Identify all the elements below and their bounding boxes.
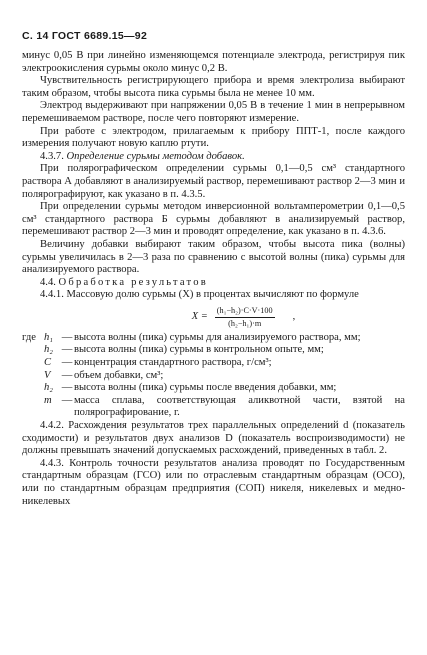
formula-numerator: (h₁−h₂)·C·V·100 [215,306,275,318]
section-heading-4-4 [22,277,405,290]
paragraph: 4.4.1. Массовую долю сурьмы (X) в процентах вычисляют по формуле [40,289,359,301]
definition-where-label [22,370,44,383]
formula-fraction [215,306,275,329]
definition-symbol: h₂ [44,382,53,394]
definition-where-label [22,357,44,370]
definition-row [22,344,405,357]
definition-symbol: h₁ [44,331,53,343]
definition-text: масса сплава, соответствующая аликвотной части, взятой на полярографирование, г. [74,394,405,419]
definition-text: объем добавки, см³; [74,369,164,381]
definition-row [22,332,405,345]
paragraph: 4.4.3. Контроль точности результатов анализа проводят по Государственным стандартным образцам (ГСО) или по отраслевым стандартным образцам (ОСО), или по стандартным образцам предприятия (СОП) никеля, никелевых и медно-никелевых [22,457,405,507]
section-number: 4.4. [40,276,56,288]
paragraph: Электрод выдерживают при напряжении 0,05 В в течение 1 мин в непрерывном перемешиваемом растворе, после чего повторяют измерение. [22,100,405,124]
formula-tail: , [292,311,296,323]
definition-row [22,382,405,395]
definition-text: высота волны (пика) сурьмы после введения добавки, мм; [74,382,337,394]
definition-where-label [22,344,44,357]
definition-dash: — [61,344,73,356]
definition-where-label [22,382,44,395]
definition-text: концентрация стандартного раствора, г/см³; [74,357,272,369]
definition-text: высота волны (пика) сурьмы для анализируемого раствора, мм; [74,331,361,343]
paragraph: При полярографическом определении сурьмы 0,1—0,5 см³ стандартного раствора А добавляют в анализируемый раствор, перемешивают раствор 2—3 мин и полярографируют, как указано в п. 4.3.5. [22,163,405,200]
definition-symbol: V [44,369,51,381]
definition-text: высота волны (пика) сурьмы в контрольном опыте, мм; [74,344,324,356]
definition-symbol: h₂ [44,344,53,356]
definition-row [22,357,405,370]
definition-where-label: где [22,331,36,343]
formula-denominator: (h₂−h₁)·m [228,318,262,328]
paragraph: 4.4.2. Расхождения результатов трех параллельных определений d (показатель сходимости) и результатов двух анализов D (показатель воспроизводимости) не должны превышать значений допускаемых расхождений, приведенных в табл. 2. [22,420,405,457]
definition-row [22,395,405,420]
definition-symbol: m [44,394,52,406]
definition-dash: — [61,369,73,381]
definition-dash: — [61,382,73,394]
page-header: С. 14 ГОСТ 6689.15—92 [22,30,148,42]
definition-symbol: C [44,357,52,369]
paragraph: минус 0,05 В при линейно изменяющемся потенциале электрода, регистрируя пик электроокисления сурьмы около минус 0,2 В. [22,50,405,74]
definitions-list [22,332,405,420]
section-title: Обработка результатов [58,276,208,288]
definition-row [22,370,405,383]
formula [82,306,405,329]
paragraph: Чувствительность регистрирующего прибора и время электролиза выбирают таким образом, чтобы высота пика сурьмы была не менее 10 мм. [22,75,405,99]
document-body [22,50,405,508]
section-title: Определение сурьмы методом добавок. [66,150,245,162]
definition-where-label [22,395,44,420]
definition-dash: — [61,331,73,343]
paragraph: Величину добавки выбирают таким образом, чтобы высота пика (волны) сурьмы увеличилась в 2—3 раза по сравнению с высотой волны (пика) сурьмы для анализируемого раствора. [22,238,405,276]
paragraph: При работе с электродом, прилагаемым к прибору ППТ-1, после каждого измерения получают новую каплю ртути. [22,125,405,150]
paragraph: При определении сурьмы методом инверсионной вольтамперометрии 0,1—0,5 см³ стандартного раствора Б сурьмы добавляют в анализируемый раствор, перемешивают раствор 2—3 мин и проводят определение, как указано в п. 4.3.6. [22,201,405,238]
formula-lhs: X = [191,311,208,323]
definition-dash: — [61,357,73,369]
section-heading-4-3-7 [22,151,405,164]
definition-dash: — [61,394,73,406]
section-number: 4.3.7. [40,150,64,162]
